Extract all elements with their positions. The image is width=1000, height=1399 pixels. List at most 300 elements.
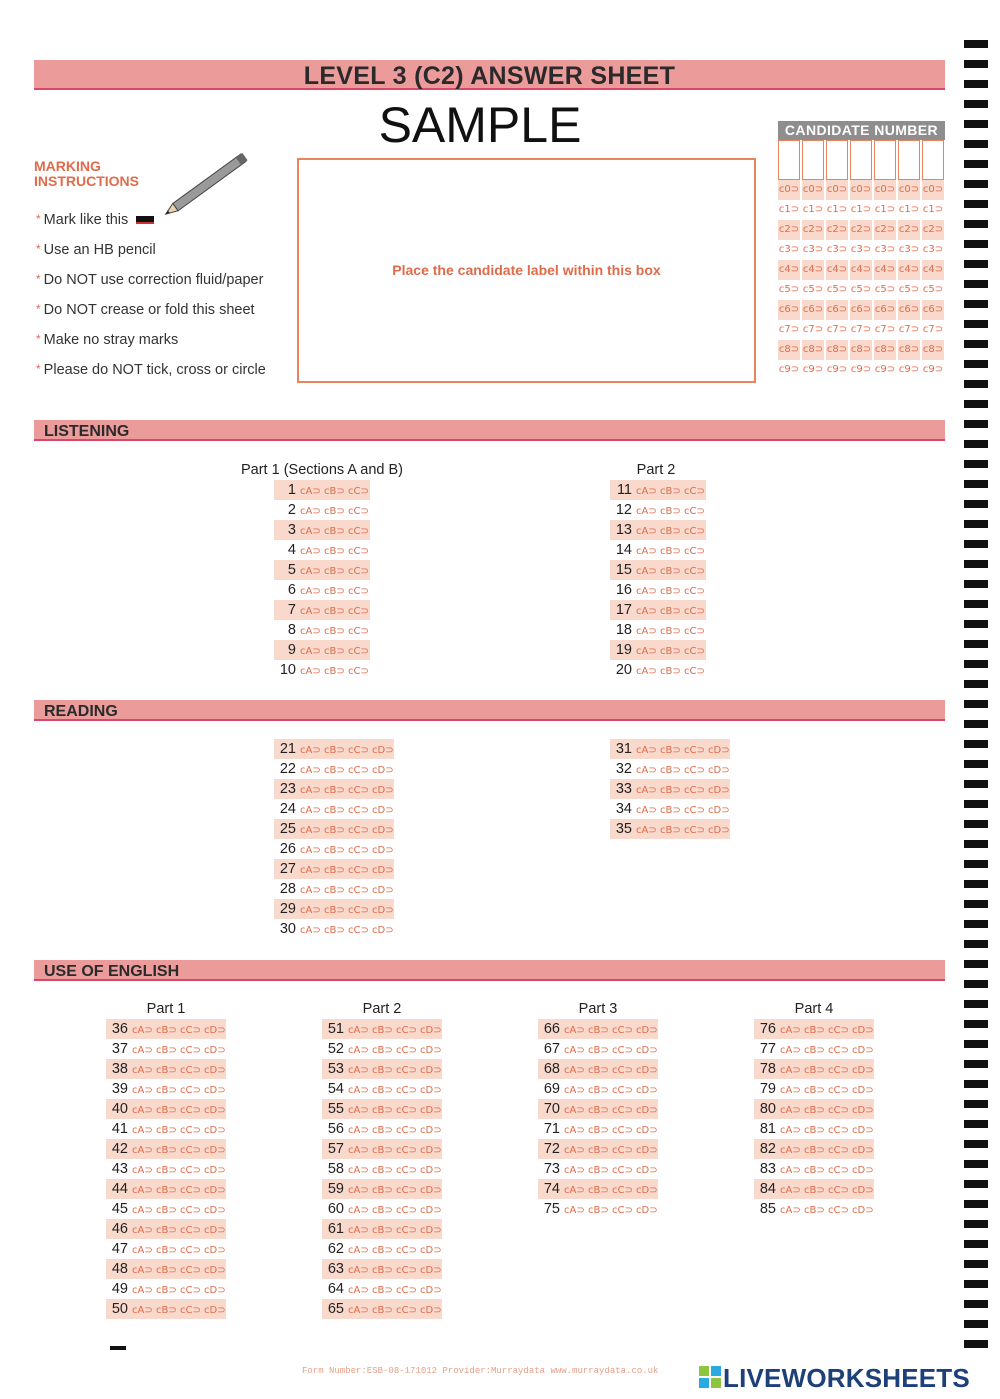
- answer-bubble[interactable]: ᴄC⊃: [612, 1085, 633, 1096]
- answer-bubble[interactable]: ᴄC⊃: [396, 1025, 417, 1036]
- answer-bubble[interactable]: ᴄC⊃: [684, 626, 705, 637]
- candidate-digit-bubble[interactable]: ᴄ9⊃: [922, 364, 944, 375]
- candidate-digit-bubble[interactable]: ᴄ8⊃: [922, 340, 944, 360]
- answer-bubble[interactable]: ᴄA⊃: [300, 925, 321, 936]
- answer-bubble[interactable]: ᴄA⊃: [132, 1205, 153, 1216]
- candidate-digit-bubble[interactable]: ᴄ0⊃: [898, 180, 920, 200]
- candidate-digit-bubble[interactable]: ᴄ2⊃: [850, 220, 872, 240]
- answer-bubble[interactable]: ᴄB⊃: [156, 1265, 177, 1276]
- answer-bubble[interactable]: ᴄC⊃: [828, 1205, 849, 1216]
- answer-bubble[interactable]: ᴄA⊃: [348, 1265, 369, 1276]
- answer-bubble[interactable]: ᴄA⊃: [780, 1205, 801, 1216]
- answer-bubble[interactable]: ᴄD⊃: [708, 765, 730, 776]
- answer-bubble[interactable]: ᴄC⊃: [396, 1065, 417, 1076]
- candidate-digit-box[interactable]: [874, 140, 896, 180]
- answer-bubble[interactable]: ᴄD⊃: [372, 805, 394, 816]
- candidate-digit-bubble[interactable]: ᴄ3⊃: [826, 244, 848, 255]
- answer-bubble[interactable]: ᴄC⊃: [396, 1185, 417, 1196]
- answer-bubble[interactable]: ᴄB⊃: [660, 586, 681, 597]
- answer-bubble[interactable]: ᴄD⊃: [852, 1105, 874, 1116]
- answer-bubble[interactable]: ᴄC⊃: [180, 1125, 201, 1136]
- answer-bubble[interactable]: ᴄC⊃: [348, 666, 369, 677]
- answer-bubble[interactable]: ᴄA⊃: [348, 1145, 369, 1156]
- answer-bubble[interactable]: ᴄA⊃: [132, 1305, 153, 1316]
- answer-bubble[interactable]: ᴄD⊃: [852, 1045, 874, 1056]
- candidate-digit-bubble[interactable]: ᴄ1⊃: [778, 204, 800, 215]
- answer-bubble[interactable]: ᴄD⊃: [636, 1205, 658, 1216]
- answer-bubble[interactable]: ᴄC⊃: [612, 1145, 633, 1156]
- answer-bubble[interactable]: ᴄB⊃: [804, 1025, 825, 1036]
- answer-bubble[interactable]: ᴄC⊃: [828, 1085, 849, 1096]
- answer-bubble[interactable]: ᴄB⊃: [156, 1305, 177, 1316]
- answer-bubble[interactable]: ᴄD⊃: [420, 1285, 442, 1296]
- answer-bubble[interactable]: ᴄC⊃: [684, 546, 705, 557]
- answer-bubble[interactable]: ᴄB⊃: [804, 1125, 825, 1136]
- answer-bubble[interactable]: ᴄA⊃: [300, 845, 321, 856]
- answer-bubble[interactable]: ᴄB⊃: [156, 1185, 177, 1196]
- answer-bubble[interactable]: ᴄB⊃: [324, 905, 345, 916]
- answer-bubble[interactable]: ᴄC⊃: [684, 825, 705, 836]
- answer-bubble[interactable]: ᴄA⊃: [132, 1085, 153, 1096]
- answer-bubble[interactable]: ᴄB⊃: [156, 1145, 177, 1156]
- answer-bubble[interactable]: ᴄA⊃: [564, 1145, 585, 1156]
- answer-bubble[interactable]: ᴄA⊃: [636, 546, 657, 557]
- candidate-digit-bubble[interactable]: ᴄ7⊃: [898, 324, 920, 335]
- answer-bubble[interactable]: ᴄC⊃: [348, 905, 369, 916]
- answer-bubble[interactable]: ᴄA⊃: [348, 1085, 369, 1096]
- answer-bubble[interactable]: ᴄD⊃: [420, 1045, 442, 1056]
- answer-bubble[interactable]: ᴄA⊃: [300, 646, 321, 657]
- candidate-digit-bubble[interactable]: ᴄ9⊃: [898, 364, 920, 375]
- answer-bubble[interactable]: ᴄC⊃: [348, 845, 369, 856]
- answer-bubble[interactable]: ᴄB⊃: [588, 1145, 609, 1156]
- answer-bubble[interactable]: ᴄB⊃: [156, 1225, 177, 1236]
- answer-bubble[interactable]: ᴄB⊃: [156, 1205, 177, 1216]
- candidate-digit-bubble[interactable]: ᴄ4⊃: [898, 260, 920, 280]
- answer-bubble[interactable]: ᴄD⊃: [204, 1025, 226, 1036]
- answer-bubble[interactable]: ᴄA⊃: [348, 1225, 369, 1236]
- candidate-digit-bubble[interactable]: ᴄ2⊃: [826, 220, 848, 240]
- answer-bubble[interactable]: ᴄC⊃: [396, 1285, 417, 1296]
- answer-bubble[interactable]: ᴄC⊃: [396, 1105, 417, 1116]
- answer-bubble[interactable]: ᴄC⊃: [348, 506, 369, 517]
- candidate-digit-bubble[interactable]: ᴄ8⊃: [802, 340, 824, 360]
- answer-bubble[interactable]: ᴄC⊃: [612, 1025, 633, 1036]
- answer-bubble[interactable]: ᴄB⊃: [372, 1185, 393, 1196]
- answer-bubble[interactable]: ᴄD⊃: [204, 1285, 226, 1296]
- candidate-digit-bubble[interactable]: ᴄ4⊃: [850, 260, 872, 280]
- answer-bubble[interactable]: ᴄC⊃: [180, 1245, 201, 1256]
- answer-bubble[interactable]: ᴄB⊃: [324, 805, 345, 816]
- answer-bubble[interactable]: ᴄA⊃: [636, 626, 657, 637]
- answer-bubble[interactable]: ᴄB⊃: [156, 1065, 177, 1076]
- candidate-digit-bubble[interactable]: ᴄ5⊃: [850, 284, 872, 295]
- answer-bubble[interactable]: ᴄD⊃: [420, 1105, 442, 1116]
- answer-bubble[interactable]: ᴄD⊃: [204, 1205, 226, 1216]
- answer-bubble[interactable]: ᴄC⊃: [396, 1165, 417, 1176]
- answer-bubble[interactable]: ᴄD⊃: [420, 1085, 442, 1096]
- answer-bubble[interactable]: ᴄC⊃: [396, 1125, 417, 1136]
- candidate-digit-bubble[interactable]: ᴄ6⊃: [874, 300, 896, 320]
- candidate-digit-bubble[interactable]: ᴄ6⊃: [802, 300, 824, 320]
- answer-bubble[interactable]: ᴄA⊃: [564, 1045, 585, 1056]
- answer-bubble[interactable]: ᴄC⊃: [828, 1045, 849, 1056]
- answer-bubble[interactable]: ᴄA⊃: [300, 865, 321, 876]
- answer-bubble[interactable]: ᴄA⊃: [300, 486, 321, 497]
- answer-bubble[interactable]: ᴄA⊃: [300, 805, 321, 816]
- answer-bubble[interactable]: ᴄD⊃: [204, 1065, 226, 1076]
- candidate-digit-bubble[interactable]: ᴄ6⊃: [826, 300, 848, 320]
- answer-bubble[interactable]: ᴄC⊃: [348, 865, 369, 876]
- answer-bubble[interactable]: ᴄC⊃: [684, 526, 705, 537]
- answer-bubble[interactable]: ᴄA⊃: [132, 1065, 153, 1076]
- answer-bubble[interactable]: ᴄD⊃: [708, 805, 730, 816]
- answer-bubble[interactable]: ᴄA⊃: [564, 1165, 585, 1176]
- candidate-digit-bubble[interactable]: ᴄ6⊃: [778, 300, 800, 320]
- answer-bubble[interactable]: ᴄC⊃: [348, 606, 369, 617]
- candidate-digit-bubble[interactable]: ᴄ7⊃: [826, 324, 848, 335]
- candidate-digit-bubble[interactable]: ᴄ5⊃: [802, 284, 824, 295]
- answer-bubble[interactable]: ᴄB⊃: [660, 646, 681, 657]
- answer-bubble[interactable]: ᴄA⊃: [636, 566, 657, 577]
- answer-bubble[interactable]: ᴄA⊃: [300, 546, 321, 557]
- answer-bubble[interactable]: ᴄC⊃: [612, 1205, 633, 1216]
- answer-bubble[interactable]: ᴄB⊃: [660, 765, 681, 776]
- answer-bubble[interactable]: ᴄC⊃: [180, 1205, 201, 1216]
- candidate-digit-bubble[interactable]: ᴄ1⊃: [898, 204, 920, 215]
- answer-bubble[interactable]: ᴄA⊃: [300, 666, 321, 677]
- answer-bubble[interactable]: ᴄD⊃: [636, 1165, 658, 1176]
- answer-bubble[interactable]: ᴄA⊃: [132, 1285, 153, 1296]
- answer-bubble[interactable]: ᴄD⊃: [420, 1245, 442, 1256]
- answer-bubble[interactable]: ᴄD⊃: [204, 1085, 226, 1096]
- answer-bubble[interactable]: ᴄD⊃: [420, 1125, 442, 1136]
- candidate-digit-bubble[interactable]: ᴄ8⊃: [850, 340, 872, 360]
- answer-bubble[interactable]: ᴄB⊃: [660, 486, 681, 497]
- answer-bubble[interactable]: ᴄC⊃: [180, 1065, 201, 1076]
- answer-bubble[interactable]: ᴄD⊃: [204, 1265, 226, 1276]
- answer-bubble[interactable]: ᴄB⊃: [324, 825, 345, 836]
- answer-bubble[interactable]: ᴄC⊃: [396, 1045, 417, 1056]
- answer-bubble[interactable]: ᴄB⊃: [372, 1265, 393, 1276]
- candidate-digit-bubble[interactable]: ᴄ5⊃: [898, 284, 920, 295]
- answer-bubble[interactable]: ᴄA⊃: [300, 825, 321, 836]
- answer-bubble[interactable]: ᴄA⊃: [300, 885, 321, 896]
- candidate-digit-bubble[interactable]: ᴄ8⊃: [778, 340, 800, 360]
- answer-bubble[interactable]: ᴄB⊃: [660, 626, 681, 637]
- candidate-digit-bubble[interactable]: ᴄ1⊃: [874, 204, 896, 215]
- answer-bubble[interactable]: ᴄA⊃: [348, 1065, 369, 1076]
- answer-bubble[interactable]: ᴄD⊃: [420, 1165, 442, 1176]
- answer-bubble[interactable]: ᴄD⊃: [204, 1305, 226, 1316]
- answer-bubble[interactable]: ᴄA⊃: [300, 905, 321, 916]
- candidate-digit-bubble[interactable]: ᴄ4⊃: [826, 260, 848, 280]
- answer-bubble[interactable]: ᴄB⊃: [156, 1085, 177, 1096]
- answer-bubble[interactable]: ᴄC⊃: [180, 1165, 201, 1176]
- answer-bubble[interactable]: ᴄD⊃: [204, 1145, 226, 1156]
- answer-bubble[interactable]: ᴄB⊃: [660, 785, 681, 796]
- answer-bubble[interactable]: ᴄD⊃: [852, 1145, 874, 1156]
- answer-bubble[interactable]: ᴄD⊃: [204, 1125, 226, 1136]
- answer-bubble[interactable]: ᴄC⊃: [180, 1145, 201, 1156]
- candidate-digit-bubble[interactable]: ᴄ9⊃: [826, 364, 848, 375]
- answer-bubble[interactable]: ᴄB⊃: [660, 506, 681, 517]
- answer-bubble[interactable]: ᴄB⊃: [372, 1045, 393, 1056]
- answer-bubble[interactable]: ᴄA⊃: [780, 1145, 801, 1156]
- answer-bubble[interactable]: ᴄD⊃: [636, 1045, 658, 1056]
- answer-bubble[interactable]: ᴄA⊃: [564, 1085, 585, 1096]
- answer-bubble[interactable]: ᴄC⊃: [348, 825, 369, 836]
- answer-bubble[interactable]: ᴄB⊃: [324, 765, 345, 776]
- answer-bubble[interactable]: ᴄB⊃: [156, 1285, 177, 1296]
- answer-bubble[interactable]: ᴄB⊃: [372, 1145, 393, 1156]
- answer-bubble[interactable]: ᴄC⊃: [828, 1025, 849, 1036]
- answer-bubble[interactable]: ᴄC⊃: [396, 1305, 417, 1316]
- liveworksheets-logo[interactable]: [699, 1363, 970, 1393]
- answer-bubble[interactable]: ᴄB⊃: [156, 1245, 177, 1256]
- answer-bubble[interactable]: ᴄC⊃: [684, 586, 705, 597]
- answer-bubble[interactable]: ᴄC⊃: [348, 765, 369, 776]
- answer-bubble[interactable]: ᴄC⊃: [612, 1165, 633, 1176]
- answer-bubble[interactable]: ᴄA⊃: [636, 805, 657, 816]
- answer-bubble[interactable]: ᴄA⊃: [348, 1305, 369, 1316]
- answer-bubble[interactable]: ᴄD⊃: [852, 1125, 874, 1136]
- answer-bubble[interactable]: ᴄA⊃: [300, 785, 321, 796]
- answer-bubble[interactable]: ᴄB⊃: [804, 1085, 825, 1096]
- candidate-digit-bubble[interactable]: ᴄ3⊃: [874, 244, 896, 255]
- answer-bubble[interactable]: ᴄD⊃: [852, 1165, 874, 1176]
- answer-bubble[interactable]: ᴄB⊃: [324, 546, 345, 557]
- candidate-digit-box[interactable]: [898, 140, 920, 180]
- answer-bubble[interactable]: ᴄB⊃: [588, 1085, 609, 1096]
- answer-bubble[interactable]: ᴄB⊃: [372, 1305, 393, 1316]
- candidate-digit-bubble[interactable]: ᴄ2⊃: [874, 220, 896, 240]
- answer-bubble[interactable]: ᴄC⊃: [396, 1265, 417, 1276]
- candidate-digit-bubble[interactable]: ᴄ3⊃: [898, 244, 920, 255]
- answer-bubble[interactable]: ᴄD⊃: [636, 1125, 658, 1136]
- answer-bubble[interactable]: ᴄC⊃: [612, 1045, 633, 1056]
- answer-bubble[interactable]: ᴄD⊃: [852, 1065, 874, 1076]
- candidate-digit-bubble[interactable]: ᴄ8⊃: [898, 340, 920, 360]
- answer-bubble[interactable]: ᴄD⊃: [204, 1165, 226, 1176]
- answer-bubble[interactable]: ᴄD⊃: [204, 1245, 226, 1256]
- answer-bubble[interactable]: ᴄB⊃: [372, 1245, 393, 1256]
- answer-bubble[interactable]: ᴄA⊃: [132, 1125, 153, 1136]
- candidate-digit-box[interactable]: [850, 140, 872, 180]
- answer-bubble[interactable]: ᴄB⊃: [156, 1165, 177, 1176]
- answer-bubble[interactable]: ᴄC⊃: [684, 606, 705, 617]
- answer-bubble[interactable]: ᴄB⊃: [324, 526, 345, 537]
- answer-bubble[interactable]: ᴄB⊃: [324, 845, 345, 856]
- answer-bubble[interactable]: ᴄB⊃: [324, 925, 345, 936]
- answer-bubble[interactable]: ᴄC⊃: [348, 805, 369, 816]
- answer-bubble[interactable]: ᴄA⊃: [348, 1185, 369, 1196]
- answer-bubble[interactable]: ᴄC⊃: [348, 586, 369, 597]
- answer-bubble[interactable]: ᴄB⊃: [372, 1085, 393, 1096]
- answer-bubble[interactable]: ᴄD⊃: [372, 785, 394, 796]
- answer-bubble[interactable]: ᴄC⊃: [684, 805, 705, 816]
- answer-bubble[interactable]: ᴄA⊃: [300, 506, 321, 517]
- answer-bubble[interactable]: ᴄB⊃: [660, 606, 681, 617]
- answer-bubble[interactable]: ᴄC⊃: [348, 566, 369, 577]
- candidate-digit-bubble[interactable]: ᴄ0⊃: [922, 180, 944, 200]
- candidate-digit-bubble[interactable]: ᴄ4⊃: [874, 260, 896, 280]
- answer-bubble[interactable]: ᴄA⊃: [636, 486, 657, 497]
- answer-bubble[interactable]: ᴄA⊃: [636, 825, 657, 836]
- candidate-digit-bubble[interactable]: ᴄ6⊃: [850, 300, 872, 320]
- candidate-digit-box[interactable]: [778, 140, 800, 180]
- answer-bubble[interactable]: ᴄC⊃: [180, 1225, 201, 1236]
- answer-bubble[interactable]: ᴄB⊃: [156, 1125, 177, 1136]
- answer-bubble[interactable]: ᴄD⊃: [420, 1025, 442, 1036]
- answer-bubble[interactable]: ᴄB⊃: [588, 1045, 609, 1056]
- answer-bubble[interactable]: ᴄB⊃: [324, 606, 345, 617]
- candidate-digit-bubble[interactable]: ᴄ8⊃: [874, 340, 896, 360]
- answer-bubble[interactable]: ᴄA⊃: [300, 745, 321, 756]
- answer-bubble[interactable]: ᴄD⊃: [204, 1185, 226, 1196]
- answer-bubble[interactable]: ᴄB⊃: [324, 666, 345, 677]
- answer-bubble[interactable]: ᴄB⊃: [660, 526, 681, 537]
- answer-bubble[interactable]: ᴄC⊃: [180, 1265, 201, 1276]
- answer-bubble[interactable]: ᴄA⊃: [564, 1205, 585, 1216]
- answer-bubble[interactable]: ᴄB⊃: [588, 1165, 609, 1176]
- answer-bubble[interactable]: ᴄB⊃: [156, 1105, 177, 1116]
- answer-bubble[interactable]: ᴄC⊃: [180, 1285, 201, 1296]
- answer-bubble[interactable]: ᴄB⊃: [588, 1125, 609, 1136]
- answer-bubble[interactable]: ᴄA⊃: [636, 765, 657, 776]
- candidate-digit-bubble[interactable]: ᴄ7⊃: [922, 324, 944, 335]
- candidate-digit-bubble[interactable]: ᴄ1⊃: [802, 204, 824, 215]
- answer-bubble[interactable]: ᴄD⊃: [372, 885, 394, 896]
- answer-bubble[interactable]: ᴄB⊃: [660, 805, 681, 816]
- candidate-digit-bubble[interactable]: ᴄ4⊃: [778, 260, 800, 280]
- answer-bubble[interactable]: ᴄC⊃: [612, 1125, 633, 1136]
- answer-bubble[interactable]: ᴄD⊃: [708, 785, 730, 796]
- answer-bubble[interactable]: ᴄB⊃: [324, 785, 345, 796]
- answer-bubble[interactable]: ᴄB⊃: [372, 1105, 393, 1116]
- answer-bubble[interactable]: ᴄA⊃: [132, 1185, 153, 1196]
- answer-bubble[interactable]: ᴄC⊃: [396, 1205, 417, 1216]
- answer-bubble[interactable]: ᴄD⊃: [420, 1225, 442, 1236]
- candidate-digit-bubble[interactable]: ᴄ4⊃: [922, 260, 944, 280]
- answer-bubble[interactable]: ᴄB⊃: [804, 1065, 825, 1076]
- answer-bubble[interactable]: ᴄD⊃: [852, 1185, 874, 1196]
- answer-bubble[interactable]: ᴄB⊃: [372, 1285, 393, 1296]
- answer-bubble[interactable]: ᴄD⊃: [420, 1185, 442, 1196]
- candidate-digit-box[interactable]: [922, 140, 944, 180]
- candidate-digit-bubble[interactable]: ᴄ1⊃: [922, 204, 944, 215]
- candidate-digit-box[interactable]: [826, 140, 848, 180]
- answer-bubble[interactable]: ᴄC⊃: [684, 666, 705, 677]
- candidate-digit-bubble[interactable]: ᴄ7⊃: [802, 324, 824, 335]
- answer-bubble[interactable]: ᴄA⊃: [348, 1045, 369, 1056]
- answer-bubble[interactable]: ᴄC⊃: [348, 646, 369, 657]
- answer-bubble[interactable]: ᴄC⊃: [612, 1105, 633, 1116]
- answer-bubble[interactable]: ᴄB⊃: [660, 546, 681, 557]
- answer-bubble[interactable]: ᴄC⊃: [348, 546, 369, 557]
- candidate-digit-bubble[interactable]: ᴄ3⊃: [778, 244, 800, 255]
- answer-bubble[interactable]: ᴄA⊃: [132, 1045, 153, 1056]
- answer-bubble[interactable]: ᴄD⊃: [420, 1205, 442, 1216]
- answer-bubble[interactable]: ᴄD⊃: [420, 1265, 442, 1276]
- answer-bubble[interactable]: ᴄB⊃: [372, 1125, 393, 1136]
- answer-bubble[interactable]: ᴄB⊃: [660, 825, 681, 836]
- answer-bubble[interactable]: ᴄC⊃: [612, 1065, 633, 1076]
- answer-bubble[interactable]: ᴄA⊃: [780, 1185, 801, 1196]
- candidate-digit-bubble[interactable]: ᴄ1⊃: [850, 204, 872, 215]
- candidate-digit-bubble[interactable]: ᴄ5⊃: [826, 284, 848, 295]
- answer-bubble[interactable]: ᴄC⊃: [348, 745, 369, 756]
- candidate-digit-bubble[interactable]: ᴄ6⊃: [898, 300, 920, 320]
- answer-bubble[interactable]: ᴄC⊃: [180, 1025, 201, 1036]
- answer-bubble[interactable]: ᴄC⊃: [348, 785, 369, 796]
- answer-bubble[interactable]: ᴄC⊃: [396, 1245, 417, 1256]
- candidate-digit-bubble[interactable]: ᴄ0⊃: [802, 180, 824, 200]
- candidate-digit-bubble[interactable]: ᴄ7⊃: [874, 324, 896, 335]
- answer-bubble[interactable]: ᴄC⊃: [684, 785, 705, 796]
- answer-bubble[interactable]: ᴄA⊃: [564, 1065, 585, 1076]
- answer-bubble[interactable]: ᴄC⊃: [396, 1225, 417, 1236]
- answer-bubble[interactable]: ᴄD⊃: [420, 1305, 442, 1316]
- answer-bubble[interactable]: ᴄC⊃: [348, 925, 369, 936]
- answer-bubble[interactable]: ᴄD⊃: [636, 1085, 658, 1096]
- answer-bubble[interactable]: ᴄD⊃: [636, 1065, 658, 1076]
- answer-bubble[interactable]: ᴄB⊃: [588, 1205, 609, 1216]
- candidate-digit-bubble[interactable]: ᴄ5⊃: [922, 284, 944, 295]
- answer-bubble[interactable]: ᴄA⊃: [636, 506, 657, 517]
- answer-bubble[interactable]: ᴄA⊃: [132, 1105, 153, 1116]
- answer-bubble[interactable]: ᴄD⊃: [372, 845, 394, 856]
- answer-bubble[interactable]: ᴄD⊃: [372, 745, 394, 756]
- candidate-digit-bubble[interactable]: ᴄ0⊃: [826, 180, 848, 200]
- candidate-digit-bubble[interactable]: ᴄ2⊃: [802, 220, 824, 240]
- candidate-digit-bubble[interactable]: ᴄ9⊃: [778, 364, 800, 375]
- answer-bubble[interactable]: ᴄA⊃: [348, 1125, 369, 1136]
- answer-bubble[interactable]: ᴄA⊃: [636, 526, 657, 537]
- answer-bubble[interactable]: ᴄA⊃: [348, 1025, 369, 1036]
- answer-bubble[interactable]: ᴄA⊃: [780, 1105, 801, 1116]
- answer-bubble[interactable]: ᴄB⊃: [804, 1105, 825, 1116]
- answer-bubble[interactable]: ᴄB⊃: [372, 1205, 393, 1216]
- answer-bubble[interactable]: ᴄA⊃: [564, 1125, 585, 1136]
- answer-bubble[interactable]: ᴄB⊃: [156, 1045, 177, 1056]
- answer-bubble[interactable]: ᴄD⊃: [708, 745, 730, 756]
- answer-bubble[interactable]: ᴄB⊃: [660, 666, 681, 677]
- answer-bubble[interactable]: ᴄA⊃: [780, 1085, 801, 1096]
- answer-bubble[interactable]: ᴄA⊃: [300, 765, 321, 776]
- candidate-digit-bubble[interactable]: ᴄ3⊃: [802, 244, 824, 255]
- candidate-digit-bubble[interactable]: ᴄ5⊃: [778, 284, 800, 295]
- answer-bubble[interactable]: ᴄA⊃: [780, 1025, 801, 1036]
- candidate-digit-bubble[interactable]: ᴄ8⊃: [826, 340, 848, 360]
- answer-bubble[interactable]: ᴄC⊃: [396, 1085, 417, 1096]
- answer-bubble[interactable]: ᴄA⊃: [300, 626, 321, 637]
- answer-bubble[interactable]: ᴄD⊃: [636, 1185, 658, 1196]
- answer-bubble[interactable]: ᴄB⊃: [372, 1225, 393, 1236]
- answer-bubble[interactable]: ᴄD⊃: [372, 825, 394, 836]
- answer-bubble[interactable]: ᴄA⊃: [564, 1105, 585, 1116]
- answer-bubble[interactable]: ᴄB⊃: [324, 865, 345, 876]
- answer-bubble[interactable]: ᴄA⊃: [132, 1245, 153, 1256]
- answer-bubble[interactable]: ᴄB⊃: [804, 1045, 825, 1056]
- answer-bubble[interactable]: ᴄC⊃: [828, 1105, 849, 1116]
- answer-bubble[interactable]: ᴄB⊃: [324, 566, 345, 577]
- answer-bubble[interactable]: ᴄA⊃: [780, 1165, 801, 1176]
- answer-bubble[interactable]: ᴄA⊃: [132, 1145, 153, 1156]
- answer-bubble[interactable]: ᴄD⊃: [708, 825, 730, 836]
- answer-bubble[interactable]: ᴄC⊃: [684, 646, 705, 657]
- answer-bubble[interactable]: ᴄC⊃: [828, 1185, 849, 1196]
